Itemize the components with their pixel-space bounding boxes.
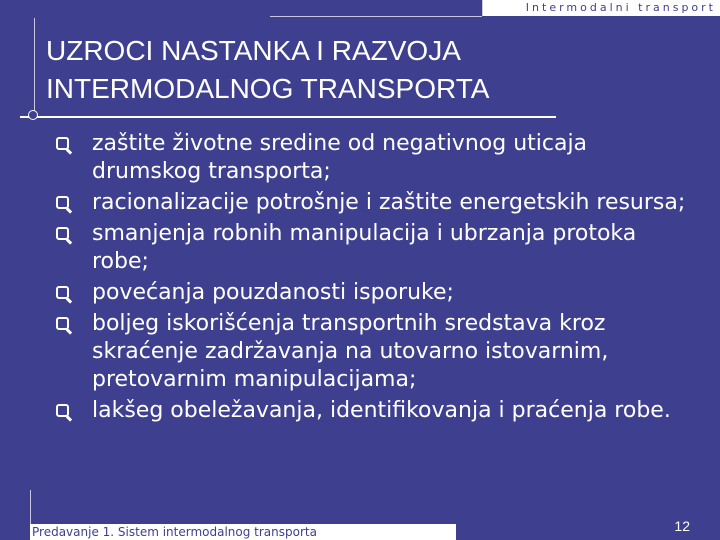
checkbox-q-bullet-icon — [56, 404, 69, 417]
header-label: Intermodalni transport — [482, 0, 720, 16]
title-underline — [20, 116, 556, 118]
list-item — [56, 310, 696, 394]
list-item-text: boljeg iskorišćenja transportnih sredstava kroz skraćenje zadržavanja na utovarno istovarnim, pretovarnim manipulacijama; — [92, 311, 609, 392]
list-item — [56, 220, 696, 276]
left-divider — [34, 18, 35, 116]
list-item — [56, 279, 696, 307]
top-divider — [270, 16, 482, 17]
list-item — [56, 397, 696, 425]
checkbox-q-bullet-icon — [56, 137, 69, 150]
title-circle-ornament — [28, 110, 38, 120]
slide-title-line1: UZROCI NASTANKA I RAZVOJA — [46, 35, 461, 66]
footer-label: Predavanje 1. Sistem intermodalnog transporta — [30, 524, 456, 540]
slide-title-line2: INTERMODALNOG TRANSPORTA — [46, 73, 490, 104]
list-item-text: lakšeg obeležavanja, identifikovanja i praćenja robe. — [92, 398, 671, 423]
list-item-text: smanjenja robnih manipulacija i ubrzanja protoka robe; — [92, 221, 637, 274]
footer-divider — [30, 490, 31, 524]
slide-title — [46, 32, 686, 108]
list-item-text: racionalizacije potrošnje i zaštite energetskih resursa; — [92, 190, 686, 215]
checkbox-q-bullet-icon — [56, 317, 69, 330]
checkbox-q-bullet-icon — [56, 196, 69, 209]
list-item-text: zaštite životne sredine od negativnog uticaja drumskog transporta; — [92, 131, 588, 184]
checkbox-q-bullet-icon — [56, 286, 69, 299]
page-number: 12 — [674, 518, 690, 534]
list-item — [56, 189, 696, 217]
list-item — [56, 130, 696, 186]
bullet-list — [56, 130, 696, 428]
checkbox-q-bullet-icon — [56, 227, 69, 240]
list-item-text: povećanja pouzdanosti isporuke; — [92, 280, 454, 305]
